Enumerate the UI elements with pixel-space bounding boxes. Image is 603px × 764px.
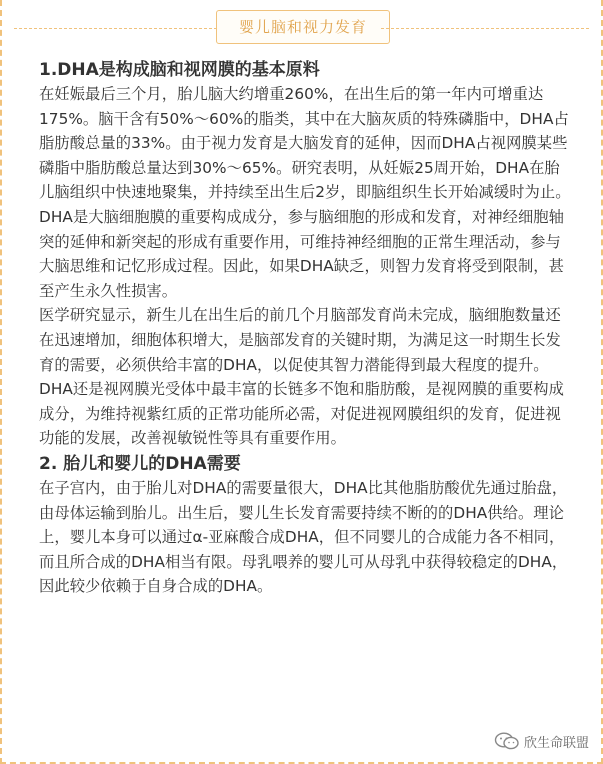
section-title: 婴儿脑和视力发育 bbox=[216, 10, 390, 44]
paragraph-newborn-research: 医学研究显示，新生儿在出生后的前几个月脑部发育尚未完成，脑细胞数量还在迅速增加，细胞体积增大，是脑部发育的关键时期，为满足这一时期生长发育的需要，必须供给丰富的DHA，以促使其智力潜能得到最大程度的提升。DHA还是视网膜光受体中最丰富的长链多不饱和脂肪酸，是视网膜的重要构成成分，为维持视紫红质的正常功能所必需，对促进视网膜组织的发育，促进视功能的发展，改善视敏锐性等具有重要作用。 bbox=[39, 306, 564, 448]
wechat-icon bbox=[494, 732, 520, 750]
paragraph-dha-supply: 在子宫内，由于胎儿对DHA的需要量很大，DHA比其他脂肪酸优先通过胎盘，由母体运输到胎儿。出生后，婴儿生长发育需要持续不断的的DHA供给。理论上，婴儿本身可以通过α-亚麻酸合成DHA，但不同婴儿的合成能力各不相同，而且所合成的DHA相当有限。母乳喂养的婴儿可从母乳中获得较稳定的DHA，因此较少依赖于自身合成的DHA。 bbox=[39, 478, 568, 596]
title-divider-left bbox=[14, 28, 222, 29]
article-body bbox=[39, 58, 575, 599]
section-title-bar bbox=[2, 0, 601, 48]
heading-fetal-infant-dha: 2. 胎儿和婴儿的DHA需要 bbox=[39, 453, 241, 474]
heading-dha-basic-material: 1.DHA是构成脑和视网膜的基本原料 bbox=[39, 60, 320, 80]
watermark-text: 欣生命联盟 bbox=[523, 735, 589, 751]
title-divider-right bbox=[381, 28, 589, 29]
watermark bbox=[494, 730, 589, 752]
paragraph-brain-development: 在妊娠最后三个月，胎儿脑大约增重260%，在出生后的第一年内可增重达175%。脑干含有50%～60%的脂类，其中在大脑灰质的特殊磷脂中，DHA占脂肪酸总量的33%。由于视力发育是大脑发育的延伸，因而DHA占视网膜某些磷脂中脂肪酸总量达到30%～65%。研究表明，从妊娠25周开始，DHA在胎儿脑组织中快速地聚集，并持续至出生后2岁，即脑组织生长开始减缓时为止。DHA是大脑细胞膜的重要构成成分，参与脑细胞的形成和发育，对神经细胞轴突的延伸和新突起的形成有重要作用，可维持神经细胞的正常生理活动，参与大脑思维和记忆形成过程。因此，如果DHA缺乏，则智力发育将受到限制，甚至产生永久性损害。 bbox=[39, 85, 571, 300]
